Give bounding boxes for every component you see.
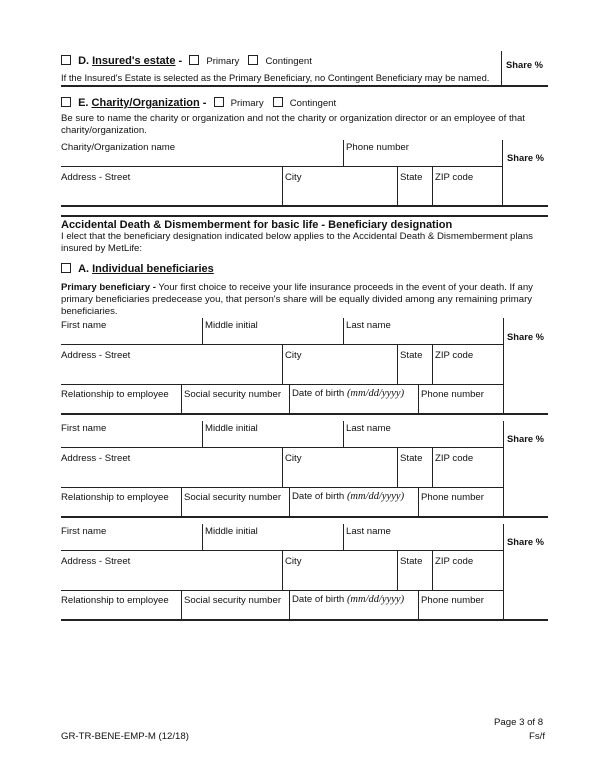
relationship-input[interactable] xyxy=(61,488,181,516)
state-input[interactable] xyxy=(398,345,432,384)
ssn-input[interactable] xyxy=(182,385,289,413)
individual-beneficiaries-checkbox[interactable] xyxy=(61,263,71,273)
estate-share-label: Share % xyxy=(506,59,543,70)
insured-estate-checkbox[interactable] xyxy=(61,55,71,65)
first-name-input[interactable] xyxy=(61,524,202,550)
form-id: GR-TR-BENE-EMP-M (12/18) xyxy=(61,731,189,742)
org-city-input[interactable] xyxy=(283,167,397,206)
street-input[interactable] xyxy=(61,551,282,590)
state-input[interactable] xyxy=(398,551,432,590)
add-section-heading: Accidental Death & Dismemberment for basic life - Beneficiary designation xyxy=(61,219,453,231)
add-section-intro: I elect that the beneficiary designation indicated below applies to the Accidental Death & Dismemberment plans insured by MetLife: xyxy=(61,231,533,254)
divider xyxy=(61,215,548,217)
relationship-label: Relationship to employee xyxy=(61,595,169,606)
option-a-letter: A. xyxy=(78,263,90,275)
dob-format: (mm/dd/yyyy) xyxy=(346,594,405,605)
org-name-label: Charity/Organization name xyxy=(61,142,176,153)
first-name-input[interactable] xyxy=(61,318,202,344)
middle-initial-label: Middle initial xyxy=(205,526,258,537)
share-label: Share % xyxy=(507,331,544,342)
street-input[interactable] xyxy=(61,345,282,384)
section-e-title: Charity/Organization xyxy=(91,97,200,109)
middle-initial-input[interactable] xyxy=(203,318,343,344)
middle-initial-input[interactable] xyxy=(203,524,343,550)
org-street-input[interactable] xyxy=(61,167,282,206)
state-label: State xyxy=(400,453,423,464)
middle-initial-label: Middle initial xyxy=(205,320,258,331)
ssn-input[interactable] xyxy=(182,488,289,516)
charity-checkbox[interactable] xyxy=(61,97,71,107)
share-input[interactable] xyxy=(504,445,548,515)
dob-format: (mm/dd/yyyy) xyxy=(346,491,405,502)
beneficiary-block-3 xyxy=(0,524,600,620)
section-e-letter: E. xyxy=(78,97,89,109)
share-input[interactable] xyxy=(504,342,548,412)
section-d-title: Insured's estate xyxy=(92,55,176,67)
divider xyxy=(61,619,548,621)
ssn-label: Social security number xyxy=(184,595,282,606)
first-name-label: First name xyxy=(61,423,107,434)
zip-input[interactable] xyxy=(433,551,503,590)
option-a-title: Individual beneficiaries xyxy=(92,263,214,275)
dob-label-text: Date of birth xyxy=(292,388,345,399)
dob-label-text: Date of birth xyxy=(292,491,345,502)
phone-input[interactable] xyxy=(419,385,503,413)
ssn-label: Social security number xyxy=(184,492,282,503)
city-label: City xyxy=(285,453,302,464)
beneficiary-block-1 xyxy=(0,318,600,414)
city-label: City xyxy=(285,350,302,361)
contingent-label: Contingent xyxy=(265,56,312,67)
first-name-label: First name xyxy=(61,526,107,537)
relationship-label: Relationship to employee xyxy=(61,492,169,503)
org-city-label: City xyxy=(285,172,302,183)
ssn-input[interactable] xyxy=(182,591,289,619)
divider xyxy=(61,205,548,207)
city-input[interactable] xyxy=(283,551,397,590)
org-name-input[interactable] xyxy=(61,140,343,166)
street-label: Address - Street xyxy=(61,556,131,567)
section-e-header xyxy=(61,97,336,109)
zip-input[interactable] xyxy=(433,345,503,384)
divider xyxy=(61,413,548,415)
state-label: State xyxy=(400,350,423,361)
middle-initial-input[interactable] xyxy=(203,421,343,447)
section-e-note: Be sure to name the charity or organization and not the charity or organization director or an employee of that charity/organization. xyxy=(61,113,525,136)
share-label: Share % xyxy=(507,536,544,547)
contingent-label: Contingent xyxy=(289,98,337,109)
ssn-label: Social security number xyxy=(184,389,282,400)
middle-initial-label: Middle initial xyxy=(205,423,258,434)
street-label: Address - Street xyxy=(61,453,131,464)
option-a-header xyxy=(61,263,214,275)
city-input[interactable] xyxy=(283,448,397,487)
state-input[interactable] xyxy=(398,448,432,487)
org-phone-input[interactable] xyxy=(344,140,501,166)
primary-beneficiary-label: Primary beneficiary - xyxy=(61,282,156,293)
share-label: Share % xyxy=(507,433,544,444)
section-d-header xyxy=(61,55,312,67)
phone-input[interactable] xyxy=(419,591,503,619)
last-name-input[interactable] xyxy=(344,524,502,550)
zip-label: ZIP code xyxy=(435,556,474,567)
section-d-letter: D. xyxy=(78,55,90,67)
relationship-input[interactable] xyxy=(61,385,181,413)
org-share-label: Share % xyxy=(507,152,544,163)
primary-beneficiary-text: Your first choice to receive your life insurance proceeds in the event of your death. If any primary beneficiaries predecease you, that person's share will be equally divided among any remaining primary beneficiaries. xyxy=(61,282,533,317)
insured-estate-contingent-checkbox[interactable] xyxy=(248,55,258,65)
city-label: City xyxy=(285,556,302,567)
page-number: Page 3 of 8 xyxy=(494,717,544,728)
dob-input[interactable] xyxy=(290,385,418,413)
first-name-input[interactable] xyxy=(61,421,202,447)
primary-label: Primary xyxy=(206,56,240,67)
form-code: Fs/f xyxy=(529,731,545,742)
last-name-label: Last name xyxy=(346,320,391,331)
street-input[interactable] xyxy=(61,448,282,487)
phone-label: Phone number xyxy=(421,595,484,606)
org-zip-label: ZIP code xyxy=(435,172,474,183)
estate-share-input[interactable] xyxy=(502,70,548,85)
primary-beneficiary-description xyxy=(61,282,551,317)
org-share-input[interactable] xyxy=(503,164,548,206)
charity-contingent-checkbox[interactable] xyxy=(273,97,283,107)
divider xyxy=(61,516,548,518)
first-name-label: First name xyxy=(61,320,107,331)
beneficiary-block-2 xyxy=(0,421,600,517)
org-street-label: Address - Street xyxy=(61,172,131,183)
relationship-input[interactable] xyxy=(61,591,181,619)
phone-input[interactable] xyxy=(419,488,503,516)
section-d-note: If the Insured's Estate is selected as the Primary Beneficiary, no Contingent Beneficiary may be named. xyxy=(61,72,490,83)
divider xyxy=(61,85,548,87)
charity-primary-checkbox[interactable] xyxy=(214,97,224,107)
dob-label-text: Date of birth xyxy=(292,594,345,605)
org-state-label: State xyxy=(400,172,423,183)
state-label: State xyxy=(400,556,423,567)
insured-estate-primary-checkbox[interactable] xyxy=(189,55,199,65)
section-e-dash: - xyxy=(202,97,207,109)
relationship-label: Relationship to employee xyxy=(61,389,169,400)
last-name-label: Last name xyxy=(346,526,391,537)
org-phone-label: Phone number xyxy=(346,142,409,153)
last-name-input[interactable] xyxy=(344,421,502,447)
section-d-dash: - xyxy=(178,55,183,67)
share-input[interactable] xyxy=(504,548,548,618)
phone-label: Phone number xyxy=(421,389,484,400)
dob-input[interactable] xyxy=(290,591,418,619)
last-name-input[interactable] xyxy=(344,318,502,344)
zip-label: ZIP code xyxy=(435,453,474,464)
city-input[interactable] xyxy=(283,345,397,384)
phone-label: Phone number xyxy=(421,492,484,503)
last-name-label: Last name xyxy=(346,423,391,434)
dob-input[interactable] xyxy=(290,488,418,516)
org-state-input[interactable] xyxy=(398,167,432,206)
dob-format: (mm/dd/yyyy) xyxy=(346,388,405,399)
org-zip-input[interactable] xyxy=(433,167,502,206)
street-label: Address - Street xyxy=(61,350,131,361)
zip-label: ZIP code xyxy=(435,350,474,361)
primary-label: Primary xyxy=(230,98,264,109)
zip-input[interactable] xyxy=(433,448,503,487)
